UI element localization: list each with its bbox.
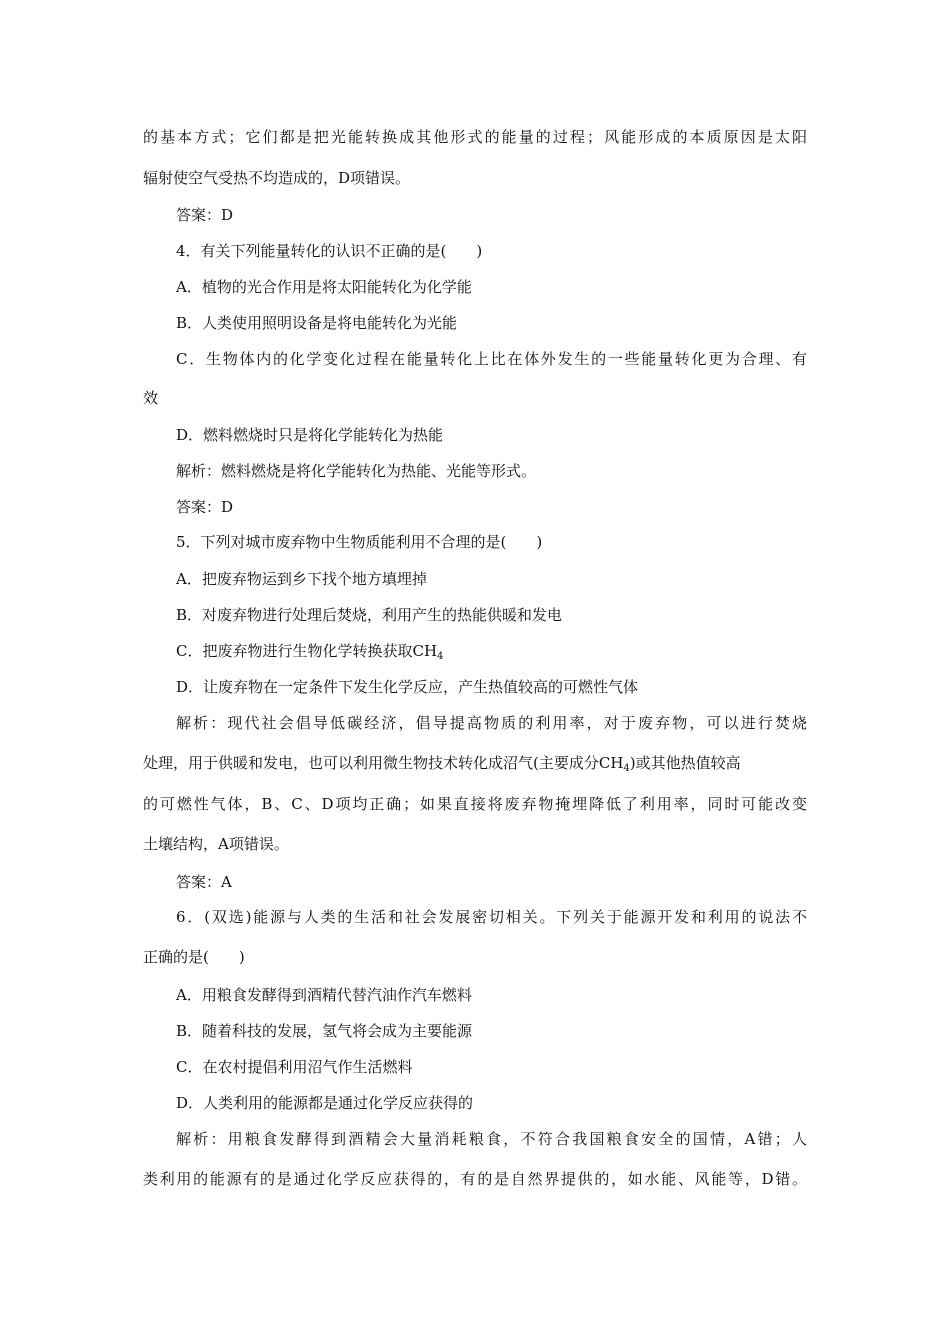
answer-line: 答案：D [176,206,234,224]
answer-line: 答案：D [176,498,234,516]
option-b: B．随着科技的发展，氢气将会成为主要能源 [176,1022,473,1040]
option-c-text: C．把废弃物进行生物化学转换获取CH [176,642,438,660]
subscript: 4 [623,763,630,774]
explanation-line: 解析：用粮食发酵得到酒精会大量消耗粮食，不符合我国粮食安全的国情，A错；人 [176,1130,807,1148]
explanation-line [143,753,741,773]
text-line: 的基本方式；它们都是把光能转换成其他形式的能量的过程；风能形成的本质原因是太阳 [143,128,807,146]
subscript: 4 [437,651,444,662]
explanation-text: )或其他热值较高 [629,754,741,772]
text-line: 辐射使空气受热不均造成的，D项错误。 [143,169,411,187]
option-c-continued: 效 [143,389,159,407]
option-d: D．燃料燃烧时只是将化学能转化为热能 [176,426,444,444]
question-6: 6．(双选)能源与人类的生活和社会发展密切相关。下列关于能源开发和利用的说法不 [176,908,807,926]
explanation-line: 解析：现代社会倡导低碳经济，倡导提高物质的利用率，对于废弃物，可以进行焚烧 [176,714,807,732]
question-5: 5．下列对城市废弃物中生物质能利用不合理的是( ) [176,533,543,551]
explanation-text: 处理，用于供暖和发电，也可以利用微生物技术转化成沼气(主要成分CH [143,754,624,772]
explanation-line: 的可燃性气体，B、C、D项均正确；如果直接将废弃物掩埋降低了利用率，同时可能改变 [143,795,807,813]
option-c [176,641,443,661]
explanation-line: 解析：燃料燃烧是将化学能转化为热能、光能等形式。 [176,462,537,480]
option-a: A．把废弃物运到乡下找个地方填埋掉 [176,570,427,588]
option-d: D．让废弃物在一定条件下发生化学反应，产生热值较高的可燃性气体 [176,678,639,696]
option-c: C．生物体内的化学变化过程在能量转化上比在体外发生的一些能量转化更为合理、有 [176,350,807,368]
question-6-continued: 正确的是( ) [143,948,245,966]
option-a: A．用粮食发酵得到酒精代替汽油作汽车燃料 [176,986,472,1004]
answer-line: 答案：A [176,873,232,891]
option-a: A．植物的光合作用是将太阳能转化为化学能 [176,278,472,296]
explanation-line: 土壤结构，A项错误。 [143,835,289,853]
option-b: B．人类使用照明设备是将电能转化为光能 [176,314,458,332]
option-d: D．人类利用的能源都是通过化学反应获得的 [176,1094,474,1112]
explanation-line: 类利用的能源有的是通过化学反应获得的，有的是自然界提供的，如水能、风能等，D错。 [143,1170,807,1188]
option-c: C．在农村提倡利用沼气作生活燃料 [176,1058,413,1076]
question-4: 4．有关下列能量转化的认识不正确的是( ) [176,242,483,260]
option-b: B．对废弃物进行处理后焚烧，利用产生的热能供暖和发电 [176,606,563,624]
